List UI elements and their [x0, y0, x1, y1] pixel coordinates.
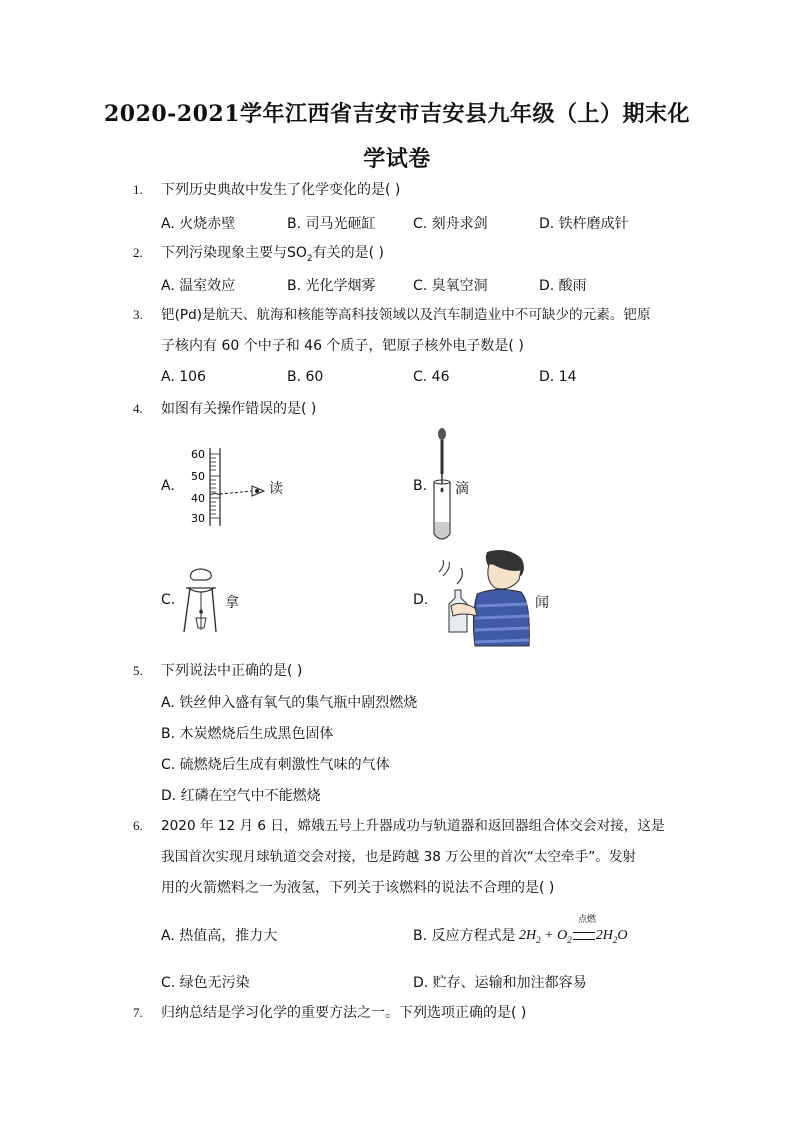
- question-number: 7.: [133, 1005, 143, 1020]
- question-stem: 下列历史典故中发生了化学变化的是( ): [161, 182, 401, 198]
- question-stem: 如图有关操作错误的是( ): [161, 401, 317, 417]
- question-stem-line1: 钯(Pd)是航天、航海和核能等高科技领域以及汽车制造业中不可缺少的元素。钯原: [161, 307, 651, 323]
- option-a: A. 温室效应: [161, 278, 236, 294]
- option-b: B. 木炭燃烧后生成黑色固体: [161, 726, 334, 742]
- option-d: D. 红磷在空气中不能燃烧: [161, 788, 321, 804]
- question-stem: 下列污染现象主要与$SO_2$有关的是( ): [161, 245, 385, 264]
- dropper-bulb-icon: [438, 428, 446, 440]
- tripod-hand-figure: [180, 566, 222, 636]
- option-d: D. 酸雨: [539, 278, 587, 294]
- question-number: 4.: [133, 401, 143, 416]
- option-c: C. 46: [413, 369, 450, 385]
- question-stem-line1: 2020 年 12 月 6 日，嫦娥五号上升器成功与轨道器和返回器组合体交会对接，这是: [161, 818, 665, 834]
- option-c: C. 刻舟求剑: [413, 216, 488, 232]
- option-d: D. 铁杵磨成针: [539, 216, 629, 232]
- reaction-condition: 点燃: [578, 915, 597, 925]
- question-number: 6.: [133, 818, 143, 833]
- option-a: A. 铁丝伸入盛有氧气的集气瓶中剧烈燃烧: [161, 695, 418, 711]
- tick-label-30: 30: [191, 512, 205, 525]
- caption-drip: 滴: [455, 481, 469, 497]
- question-stem: 下列说法中正确的是( ): [161, 663, 303, 679]
- question-stem-line2: 子核内有 60 个中子和 46 个质子，钯原子核外电子数是( ): [161, 338, 524, 354]
- option-b: B. 反应方程式是: [413, 928, 516, 944]
- option-b: B.: [413, 478, 428, 494]
- question-number: 5.: [133, 663, 143, 678]
- option-d: D.: [413, 592, 429, 608]
- option-c: C. 绿色无污染: [161, 975, 250, 991]
- option-c: C. 臭氧空洞: [413, 278, 488, 294]
- caption-read: 读: [269, 481, 283, 497]
- question-number: 1.: [133, 182, 143, 197]
- option-a: A. 106: [161, 369, 206, 385]
- tick-label-50: 50: [191, 470, 205, 483]
- option-a: A.: [161, 478, 175, 494]
- question-stem-line2: 我国首次实现月球轨道交会对接，也是跨越 38 万公里的首次“太空牵手”。发射: [161, 849, 637, 865]
- option-c: C.: [161, 592, 176, 608]
- option-c: C. 硫燃烧后生成有刺激性气味的气体: [161, 757, 390, 773]
- question-stem-line3: 用的火箭燃料之一为液氢，下列关于该燃料的说法不合理的是( ): [161, 880, 555, 896]
- page-title-line2: 学试卷: [363, 146, 431, 172]
- caption-take: 拿: [225, 595, 239, 611]
- question-number: 2.: [133, 245, 143, 260]
- caption-smell: 闻: [535, 595, 549, 611]
- option-a: A. 热值高，推力大: [161, 928, 278, 944]
- option-a: A. 火烧赤壁: [161, 216, 236, 232]
- tick-label-60: 60: [191, 448, 205, 461]
- student-smelling-figure: [437, 546, 533, 648]
- option-b: B. 光化学烟雾: [287, 278, 376, 294]
- option-d: D. 14: [539, 369, 577, 385]
- question-stem: 归纳总结是学习化学的重要方法之一。下列选项正确的是( ): [161, 1005, 527, 1021]
- dropper-test-tube-figure: [428, 426, 458, 546]
- option-b: B. 司马光砸缸: [287, 216, 376, 232]
- hand-icon: [190, 569, 211, 580]
- tick-label-40: 40: [191, 492, 205, 505]
- page-title-line1: 2020-2021学年江西省吉安市吉安县九年级（上）期末化: [103, 101, 691, 127]
- graduated-cylinder-figure: [180, 442, 276, 528]
- option-d: D. 贮存、运输和加注都容易: [413, 975, 587, 991]
- option-b: B. 60: [287, 369, 324, 385]
- question-number: 3.: [133, 307, 143, 322]
- reaction-equation: $2H_2 + O_2$ $2H_2O$: [519, 928, 628, 945]
